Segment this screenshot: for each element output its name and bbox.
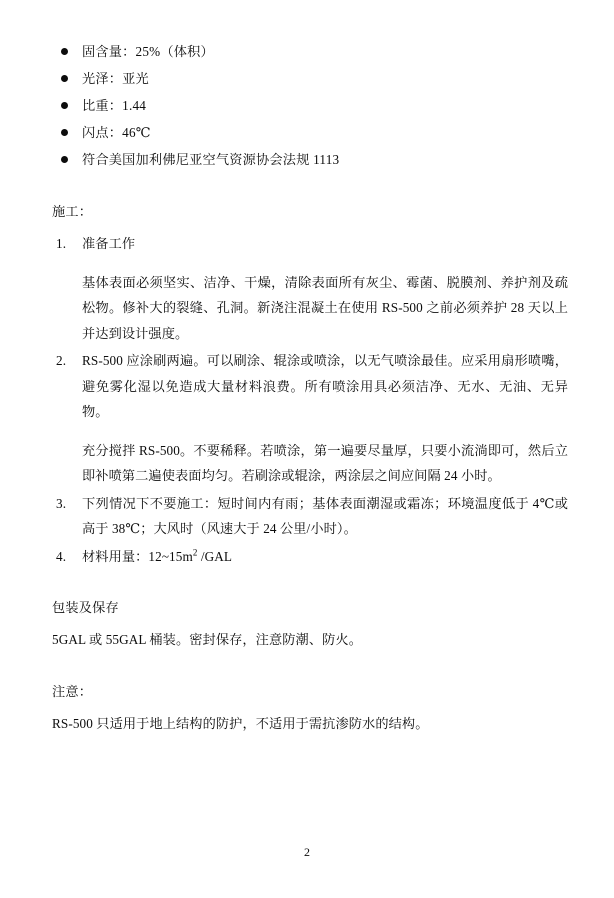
step-number: 1. (56, 236, 67, 251)
packaging-body: 5GAL 或 55GAL 桶装。密封保存，注意防潮、防火。 (52, 632, 362, 647)
property-text: 闪点：46℃ (82, 125, 151, 140)
packaging-section (52, 595, 568, 653)
construction-heading: 施工： (52, 204, 93, 219)
bullet-icon (61, 75, 68, 82)
step-paragraph: 充分搅拌 RS-500。不要稀释。若喷涂，第一遍要尽量厚，只要小流淌即可，然后立即补喷第二遍使表面均匀。若刷涂或辊涂，两涂层之间应间隔 24 小时。 (82, 442, 568, 483)
step-number: 3. (56, 495, 67, 511)
property-text: 固含量：25%（体积） (82, 44, 214, 59)
step-paragraph: 下列情况下不要施工：短时间内有雨；基体表面潮湿或霜冻；环境温度低于 4℃或高于 38℃；大风时（风速大于 24 公里/小时）。 (82, 495, 568, 536)
step-paragraph: 基体表面必须坚实、洁净、干燥，清除表面所有灰尘、霉菌、脱膜剂、养护剂及疏松物。修补大的裂缝、孔洞。新浇注混凝土在使用 RS-500 之前必须养护 28 天以上并达到设计强度。 (82, 274, 568, 341)
construction-step (52, 544, 568, 570)
step-paragraph: 材料用量：$12\sim 15m^2$ /GAL (82, 547, 232, 564)
bullet-icon (61, 102, 68, 109)
step-paragraph: 准备工作 (82, 236, 136, 251)
notice-section (52, 679, 568, 737)
property-text: 符合美国加利佛尼亚空气资源协会法规 1113 (82, 152, 340, 167)
bullet-icon (61, 48, 68, 55)
notice-body: RS-500 只适用于地上结构的防护，不适用于需抗渗防水的结构。 (52, 716, 429, 731)
construction-step (52, 491, 568, 542)
step-number: 2. (56, 353, 67, 368)
step-paragraph: RS-500 应涂刷两遍。可以刷涂、辊涂或喷涂，以无气喷涂最佳。应采用扇形喷嘴，避免雾化湿以免造成大量材料浪费。所有喷涂用具必须洁净、无水、无油、无异物。 (82, 353, 568, 419)
bullet-icon (61, 129, 68, 136)
packaging-title: 包装及保存 (52, 600, 119, 615)
page-number: 2 (304, 845, 310, 859)
properties-list (52, 38, 568, 173)
list-item (52, 65, 568, 92)
notice-title: 注意： (52, 684, 93, 699)
bullet-icon (61, 156, 68, 163)
construction-steps (52, 231, 568, 569)
list-item (52, 119, 568, 146)
list-item (52, 146, 568, 173)
property-text: 光泽：亚光 (82, 71, 149, 86)
list-item (52, 38, 568, 65)
step-number: 4. (56, 548, 67, 564)
property-text: 比重：1.44 (82, 98, 147, 113)
list-item (52, 92, 568, 119)
construction-step (52, 231, 568, 346)
construction-step (52, 348, 568, 489)
superscript-two: 2 (192, 547, 198, 558)
